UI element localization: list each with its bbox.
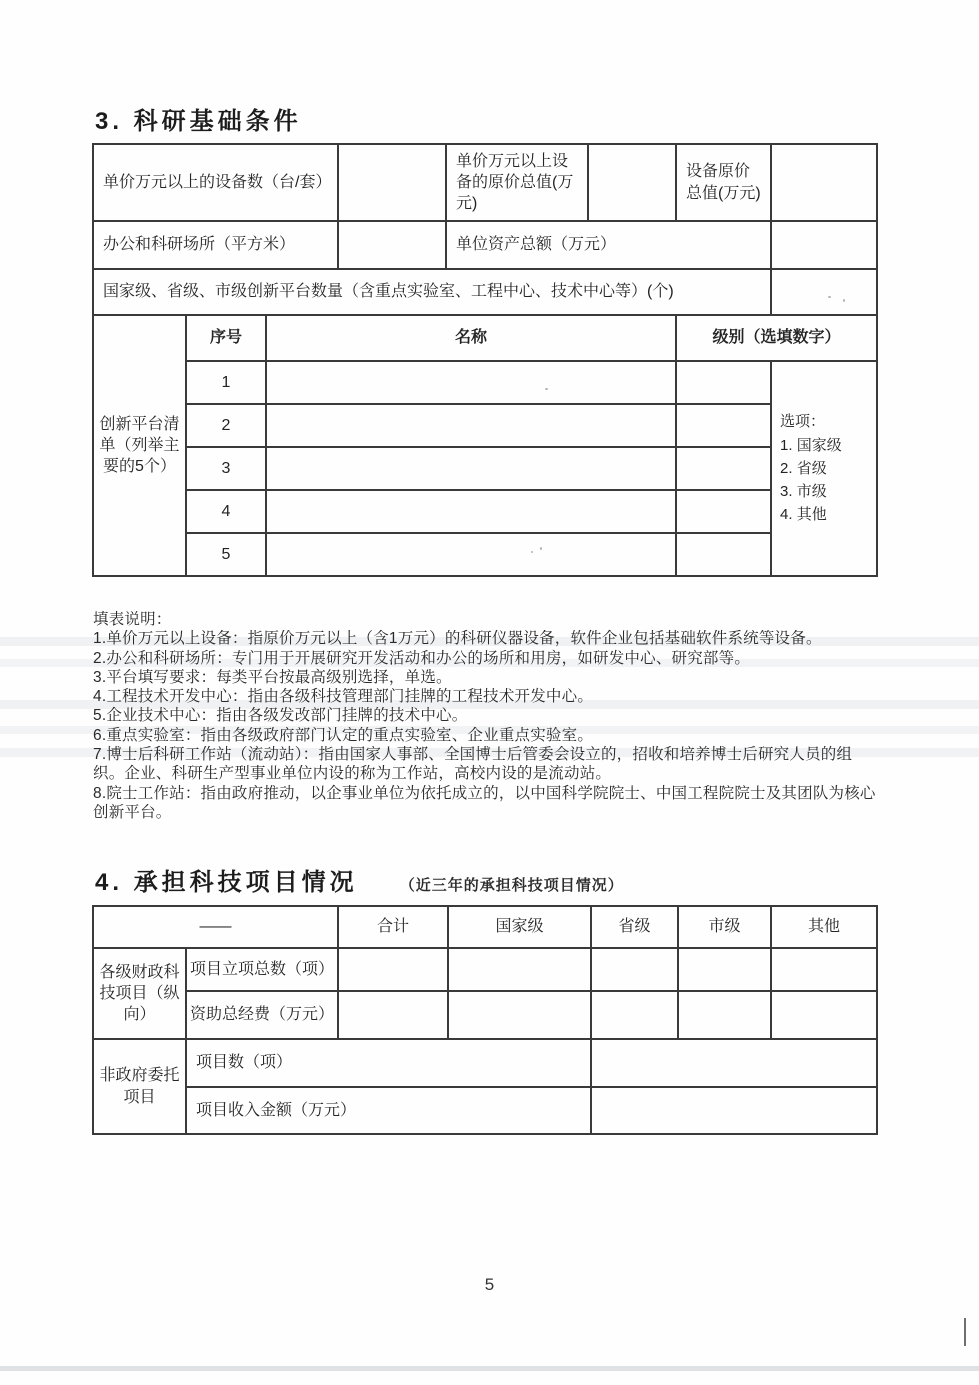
- platform-row-4: [93, 490, 877, 533]
- device-count-label: 单价万元以上的设备数（台/套）: [93, 144, 338, 221]
- section4-header: [95, 862, 624, 897]
- column-header-provincial: 省级: [591, 906, 678, 948]
- platform-level-cell: [676, 490, 771, 533]
- platform-level-cell: [676, 361, 771, 404]
- projects-table: [92, 905, 878, 1135]
- gov-projects-group-label: 各级财政科技项目（纵向）: [93, 948, 186, 1039]
- gov-projects-row-1: [93, 948, 877, 991]
- unit-assets-label: 单位资产总额（万元）: [446, 221, 771, 269]
- gov-funding-total-cell: [338, 991, 448, 1039]
- row-index: 4: [186, 490, 266, 533]
- gov-count-provincial-cell: [591, 948, 678, 991]
- form-notes: [93, 610, 879, 822]
- platform-level-cell: [676, 533, 771, 576]
- nongov-count-label: 项目数（项）: [186, 1039, 591, 1087]
- gov-count-national-cell: [448, 948, 591, 991]
- platform-level-cell: [676, 404, 771, 447]
- note-item-3: 3.平台填写要求：每类平台按最高级别选择，单选。: [93, 668, 452, 686]
- note-item-8: 8.院士工作站：指由政府推动，以企事业单位为依托成立的，以中国科学院院士、中国工程院院士及其团队为核心创新平台。: [93, 784, 876, 821]
- row-index: 1: [186, 361, 266, 404]
- device-orig-value-cell: [588, 144, 676, 221]
- platform-row-3: [93, 447, 877, 490]
- device-total-value-cell: [771, 144, 877, 221]
- platform-count-label: 国家级、省级、市级创新平台数量（含重点实验室、工程中心、技术中心等）(个): [93, 269, 771, 315]
- scan-artifact: [964, 1318, 966, 1346]
- table-row: [93, 269, 877, 315]
- nongov-projects-group-label: 非政府委托项目: [93, 1039, 186, 1134]
- gov-funding-provincial-cell: [591, 991, 678, 1039]
- section3-title: 3. 科研基础条件: [95, 108, 302, 135]
- row-index: 3: [186, 447, 266, 490]
- column-header-level: 级别（选填数字）: [676, 315, 877, 361]
- gov-funding-other-cell: [771, 991, 877, 1039]
- platform-name-cell: [266, 447, 676, 490]
- note-item-7: 7.博士后科研工作站（流动站）：指由国家人事部、全国博士后管委会设立的，招收和培养博士后研究人员的组织。企业、科研生产型事业单位内设的称为工作站，高校内设的是流动站。: [93, 746, 853, 783]
- level-options-cell: [771, 361, 877, 576]
- gov-count-total-cell: [338, 948, 448, 991]
- gov-count-other-cell: [771, 948, 877, 991]
- platform-count-value-cell: [771, 269, 877, 315]
- platform-name-cell: [266, 361, 676, 404]
- platform-row-2: [93, 404, 877, 447]
- table-row: [93, 144, 877, 221]
- scan-artifact: [0, 1366, 979, 1371]
- gov-projects-row-2: [93, 991, 877, 1039]
- column-header-name: 名称: [266, 315, 676, 361]
- device-orig-value-label: 单价万元以上设备的原价总值(万元): [446, 144, 588, 221]
- level-option-4: 4. 其他: [780, 506, 827, 524]
- projects-header-row: [93, 906, 877, 948]
- note-item-4: 4.工程技术开发中心：指由各级科技管理部门挂牌的工程技术开发中心。: [93, 688, 594, 706]
- section4-subtitle: （近三年的承担科技项目情况）: [399, 877, 624, 894]
- platform-level-cell: [676, 447, 771, 490]
- column-header-index: 序号: [186, 315, 266, 361]
- level-option-3: 3. 市级: [780, 483, 827, 501]
- nongov-income-label: 项目收入金额（万元）: [186, 1087, 591, 1134]
- table-row: [93, 221, 877, 269]
- platform-name-cell: [266, 404, 676, 447]
- row-index: 5: [186, 533, 266, 576]
- nongov-income-value-cell: [591, 1087, 877, 1134]
- column-header-municipal: 市级: [678, 906, 771, 948]
- gov-funding-label: 资助总经费（万元）: [186, 991, 338, 1039]
- nongov-count-value-cell: [591, 1039, 877, 1087]
- research-basis-table: [92, 143, 878, 577]
- note-item-1: 1.单价万元以上设备：指原价万元以上（含1万元）的科研仪器设备，软件企业包括基础软件系统等设备。: [93, 630, 822, 648]
- notes-title: 填表说明：: [93, 611, 172, 628]
- platform-name-cell: [266, 490, 676, 533]
- nongov-projects-row-1: [93, 1039, 877, 1087]
- corner-cell: ——: [93, 906, 338, 948]
- row-index: 2: [186, 404, 266, 447]
- platform-list-label: 创新平台清单（列举主要的5个）: [93, 315, 186, 576]
- column-header-total: 合计: [338, 906, 448, 948]
- platform-name-cell: [266, 533, 676, 576]
- device-count-value-cell: [338, 144, 446, 221]
- platform-row-1: [93, 361, 877, 404]
- device-total-value-label: 设备原价总值(万元): [676, 144, 771, 221]
- unit-assets-value-cell: [771, 221, 877, 269]
- column-header-national: 国家级: [448, 906, 591, 948]
- gov-funding-national-cell: [448, 991, 591, 1039]
- page-number: 5: [484, 1275, 495, 1294]
- note-item-2: 2.办公和科研场所：专门用于开展研究开发活动和办公的场所和用房，如研发中心、研究部等。: [93, 649, 751, 667]
- note-item-5: 5.企业技术中心：指由各级发改部门挂牌的技术中心。: [93, 707, 468, 725]
- nongov-projects-row-2: [93, 1087, 877, 1134]
- level-option-1: 1. 国家级: [780, 436, 842, 454]
- level-options-title: 选项：: [780, 413, 826, 431]
- table-row: [93, 315, 877, 361]
- gov-funding-municipal-cell: [678, 991, 771, 1039]
- platform-row-5: [93, 533, 877, 576]
- office-space-value-cell: [338, 221, 446, 269]
- gov-count-municipal-cell: [678, 948, 771, 991]
- level-option-2: 2. 省级: [780, 459, 827, 477]
- office-space-label: 办公和科研场所（平方米）: [93, 221, 338, 269]
- column-header-other: 其他: [771, 906, 877, 948]
- note-item-6: 6.重点实验室：指由各级政府部门认定的重点实验室、企业重点实验室。: [93, 726, 594, 744]
- section4-title: 4. 承担科技项目情况: [95, 869, 358, 896]
- gov-projects-count-label: 项目立项总数（项）: [186, 948, 338, 991]
